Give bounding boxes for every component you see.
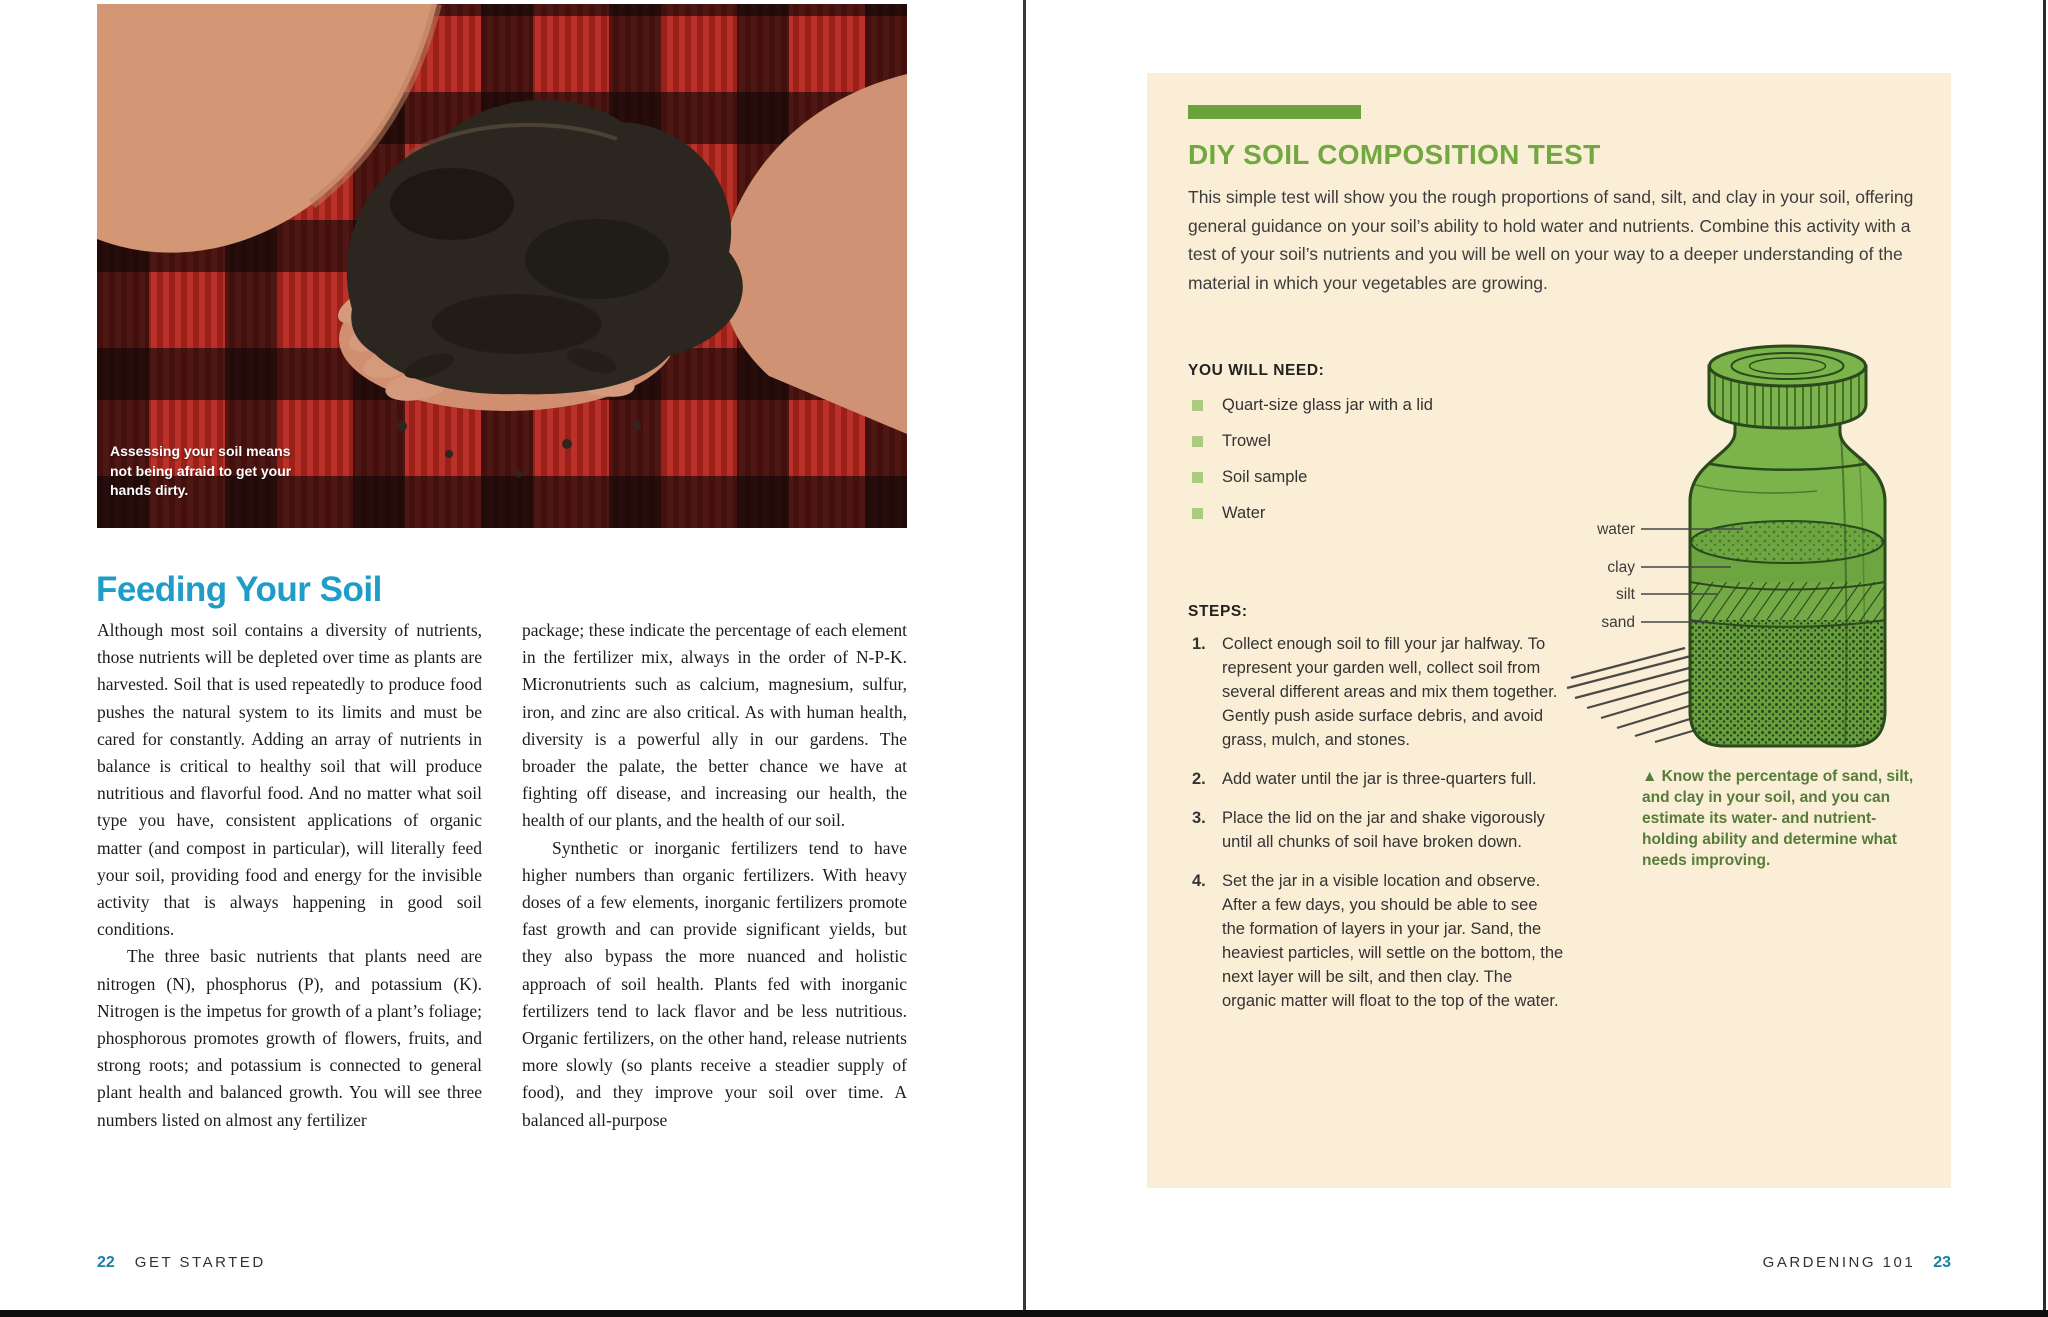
step-text: Collect enough soil to fill your jar halfway. To represent your garden well, collect soil from several different areas and mix them together. Gently push aside surface debris, and avoid grass, mulch, and stones. bbox=[1222, 635, 1558, 749]
step-number: 4. bbox=[1192, 872, 1206, 890]
step-item bbox=[1192, 806, 1564, 854]
right-edge-border bbox=[2043, 0, 2046, 1317]
body-column-1 bbox=[97, 617, 482, 1134]
triangle-up-icon: ▲ bbox=[1642, 768, 1658, 785]
list-item bbox=[1192, 468, 1433, 487]
paragraph: Although most soil contains a diversity of nutrients, those nutrients will be depleted over time as plants are harvested. Soil that is used repeatedly to produce food pushes the natural system to its limits and must be cared for constantly. Adding an array of nutrients in balance is critical to healthy soil that will produce nutritious and flavorful food. And no matter what soil type you have, consistent applications of organic matter (and compost in particular), will literally feed your soil, providing food and energy for the invisible activity that is always happening in good soil conditions. bbox=[97, 620, 482, 940]
step-text: Place the lid on the jar and shake vigorously until all chunks of soil have broken down. bbox=[1222, 809, 1545, 851]
panel-intro: This simple test will show you the rough proportions of sand, silt, and clay in your soil, offering general guidance on your soil’s ability to hold water and nutrients. Combine this activity with a test of your soil’s nutrients and you will be well on your way to a deeper understanding of the material in which your vegetables are growing. bbox=[1188, 187, 1914, 293]
jar-diagram bbox=[1565, 332, 1925, 760]
step-text: Set the jar in a visible location and observe. After a few days, you should be able to see the formation of layers in your jar. Sand, the heaviest particles, will settle on the bottom, the next layer will be silt, and then clay. The organic matter will float to the top of the water. bbox=[1222, 872, 1564, 1010]
label-silt: silt bbox=[1616, 586, 1635, 603]
list-item-label: Quart-size glass jar with a lid bbox=[1222, 396, 1433, 414]
paragraph: Synthetic or inorganic fertilizers tend to have higher numbers than organic fertilizers. With heavy doses of a few elements, inorganic fertilizers promote fast growth and can provide significant yields, but they also bypass the more nuanced and holistic approach of soil health. Plants fed with inorganic fertilizers tend to lack flavor and be less nutritious. Organic fertilizers, on the other hand, release nutrients more slowly (so plants receive a steadier supply of food), and they improve your soil over time. A balanced all-purpose bbox=[522, 837, 907, 1130]
article-heading: Feeding Your Soil bbox=[96, 570, 382, 609]
jar-caption-text: Know the percentage of sand, silt, and clay in your soil, and you can estimate its water- and nutrient-holding ability and determine what needs improving. bbox=[1642, 768, 1914, 869]
section-title: GET STARTED bbox=[134, 1254, 266, 1271]
paragraph: package; these indicate the percentage of each element in the fertilizer mix, always in the order of N-P-K. Micronutrients such as calcium, magnesium, sulfur, iron, and zinc are also critical. As with human health, diversity is a powerful ally in our gardens. The broader the palate, the better chance we have at fighting off disease, and increasing our health, the health of our plants, and the health of our soil. bbox=[522, 620, 907, 831]
steps-heading: STEPS: bbox=[1188, 603, 1248, 620]
you-will-need-heading: YOU WILL NEED: bbox=[1188, 362, 1325, 379]
step-number: 1. bbox=[1192, 635, 1206, 653]
panel-title: DIY SOIL COMPOSITION TEST bbox=[1188, 139, 1601, 170]
soil-jar-illustration bbox=[1565, 332, 1925, 760]
step-text: Add water until the jar is three-quarters full. bbox=[1222, 770, 1537, 788]
article-body bbox=[97, 617, 907, 1134]
page-number: 22 bbox=[97, 1254, 115, 1271]
body-column-2 bbox=[522, 617, 907, 1134]
label-water: water bbox=[1597, 521, 1635, 538]
list-item-label: Soil sample bbox=[1222, 468, 1308, 486]
steps-list bbox=[1192, 632, 1564, 1028]
right-page-footer bbox=[1457, 1254, 1951, 1272]
page-gutter-divider bbox=[1023, 0, 1026, 1317]
list-item bbox=[1192, 396, 1433, 415]
label-clay: clay bbox=[1607, 559, 1635, 576]
list-item bbox=[1192, 432, 1433, 451]
paragraph: The three basic nutrients that plants need are nitrogen (N), phosphorus (P), and potassium (K). Nitrogen is the impetus for growth of a plant’s foliage; phosphorous promotes growth of flowers, fruits, and strong roots; and potassium is connected to general plant health and balanced growth. You will see three numbers listed on almost any fertilizer bbox=[97, 946, 482, 1130]
bullet-square-icon bbox=[1192, 508, 1203, 519]
section-title: GARDENING 101 bbox=[1762, 1254, 1916, 1271]
you-will-need-list bbox=[1192, 396, 1433, 540]
bullet-square-icon bbox=[1192, 436, 1203, 447]
left-page-footer bbox=[97, 1254, 266, 1272]
step-item bbox=[1192, 869, 1564, 1013]
jar-caption bbox=[1642, 766, 1918, 871]
step-item bbox=[1192, 767, 1564, 791]
step-number: 2. bbox=[1192, 770, 1206, 788]
soil-hands-photo bbox=[97, 4, 907, 528]
accent-bar bbox=[1188, 105, 1361, 119]
step-item bbox=[1192, 632, 1564, 752]
list-item-label: Trowel bbox=[1222, 432, 1271, 450]
page-number: 23 bbox=[1933, 1254, 1951, 1271]
list-item bbox=[1192, 504, 1433, 523]
bullet-square-icon bbox=[1192, 472, 1203, 483]
list-item-label: Water bbox=[1222, 504, 1266, 522]
label-sand: sand bbox=[1601, 614, 1635, 631]
bottom-edge-border bbox=[0, 1310, 2048, 1317]
photo-caption: Assessing your soil means not being afraid to get your hands dirty. bbox=[110, 443, 292, 498]
bullet-square-icon bbox=[1192, 400, 1203, 411]
step-number: 3. bbox=[1192, 809, 1206, 827]
